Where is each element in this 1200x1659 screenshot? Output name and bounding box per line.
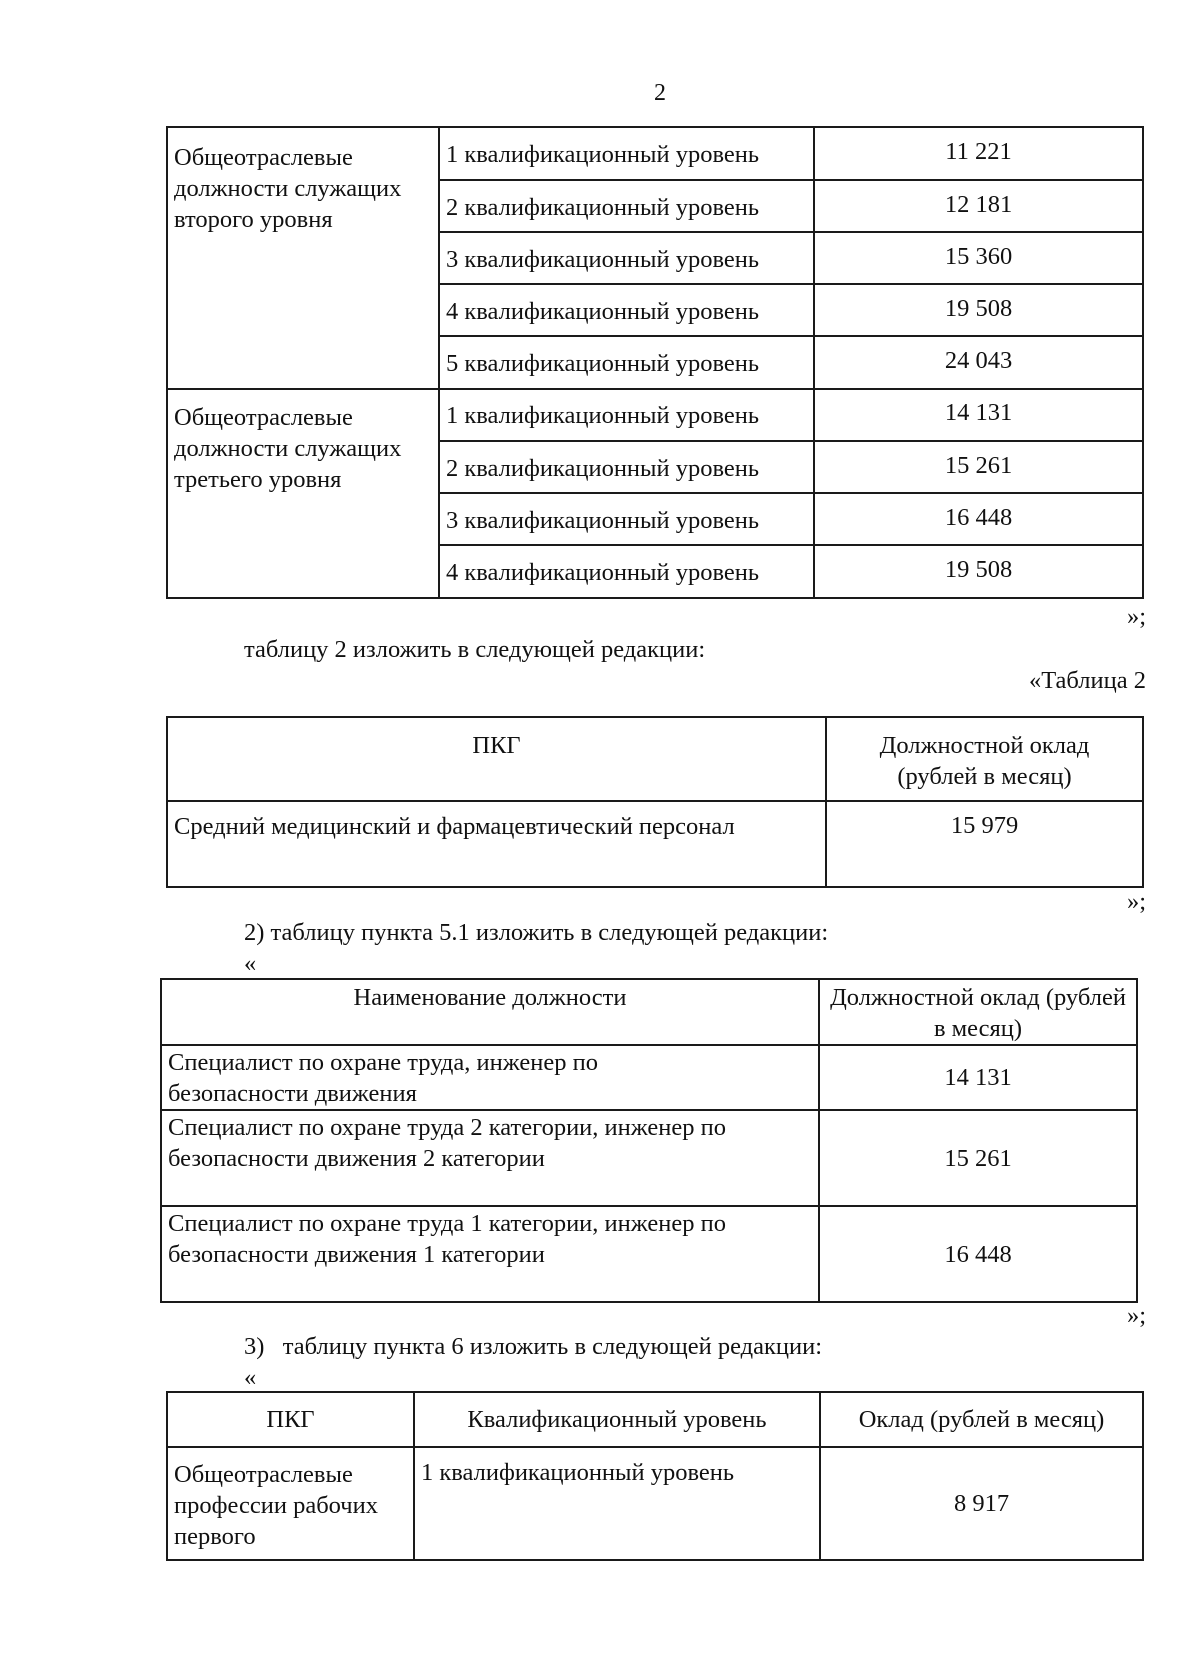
table2-row-value: 15 979 — [826, 801, 1143, 887]
header-level: Квалификационный уровень — [414, 1392, 820, 1447]
header-name: Наименование должности — [161, 979, 819, 1045]
paragraph-5-1: 2) таблицу пункта 5.1 изложить в следующей редакции: — [244, 919, 829, 946]
pkg-cell: Общеотраслевые должности служащих второго уровня — [167, 127, 439, 389]
level-cell: 2 квалификационный уровень — [439, 441, 814, 493]
value-cell: 16 448 — [814, 493, 1143, 545]
value-cell: 15 360 — [814, 232, 1143, 284]
closing-quote: »; — [1126, 888, 1146, 915]
paragraph-table2: таблицу 2 изложить в следующей редакции: — [244, 636, 706, 663]
header-pkg: ПКГ — [167, 717, 826, 801]
value-cell: 15 261 — [814, 441, 1143, 493]
header-salary: Должностной оклад (рублей в месяц) — [819, 979, 1137, 1045]
header-salary: Должностной оклад (рублей в месяц) — [826, 717, 1143, 801]
value-cell: 19 508 — [814, 545, 1143, 598]
level-cell: 3 квалификационный уровень — [439, 232, 814, 284]
position-salary: 14 131 — [819, 1045, 1137, 1110]
value-cell: 14 131 — [814, 389, 1143, 441]
position-name: Специалист по охране труда, инженер по безопасности движения — [161, 1045, 819, 1110]
value-cell: 12 181 — [814, 180, 1143, 232]
paragraph-6: 3) таблицу пункта 6 изложить в следующей редакции: — [244, 1333, 822, 1360]
level-cell: 2 квалификационный уровень — [439, 180, 814, 232]
closing-quote: »; — [1126, 1302, 1146, 1329]
value-cell: 11 221 — [814, 127, 1143, 180]
page-number: 2 — [654, 80, 666, 106]
position-salary: 15 261 — [819, 1110, 1137, 1206]
level-cell: 1 квалификационный уровень — [414, 1447, 820, 1560]
position-name: Специалист по охране труда 2 категории, инженер по безопасности движения 2 категории — [161, 1110, 819, 1206]
table-2 — [166, 716, 1144, 888]
value-cell: 19 508 — [814, 284, 1143, 336]
opening-quote: « — [244, 1364, 257, 1391]
table2-caption: «Таблица 2 — [1028, 667, 1146, 694]
opening-quote: « — [244, 950, 257, 977]
pkg-cell: Общеотраслевые профессии рабочих первого — [167, 1447, 414, 1560]
position-salary: 16 448 — [819, 1206, 1137, 1302]
value-cell: 8 917 — [820, 1447, 1143, 1560]
level-cell: 5 квалификационный уровень — [439, 336, 814, 389]
closing-quote: »; — [1126, 603, 1146, 630]
level-cell: 1 квалификационный уровень — [439, 127, 814, 180]
header-salary: Оклад (рублей в месяц) — [820, 1392, 1143, 1447]
header-pkg: ПКГ — [167, 1392, 414, 1447]
table-6 — [166, 1391, 1144, 1561]
salary-table-top — [166, 126, 1144, 599]
table2-row-name: Средний медицинский и фармацевтический персонал — [167, 801, 826, 887]
pkg-cell: Общеотраслевые должности служащих третьего уровня — [167, 389, 439, 598]
level-cell: 4 квалификационный уровень — [439, 545, 814, 598]
level-cell: 3 квалификационный уровень — [439, 493, 814, 545]
level-cell: 1 квалификационный уровень — [439, 389, 814, 441]
level-cell: 4 квалификационный уровень — [439, 284, 814, 336]
position-name: Специалист по охране труда 1 категории, инженер по безопасности движения 1 категории — [161, 1206, 819, 1302]
table-5-1 — [160, 978, 1138, 1303]
value-cell: 24 043 — [814, 336, 1143, 389]
